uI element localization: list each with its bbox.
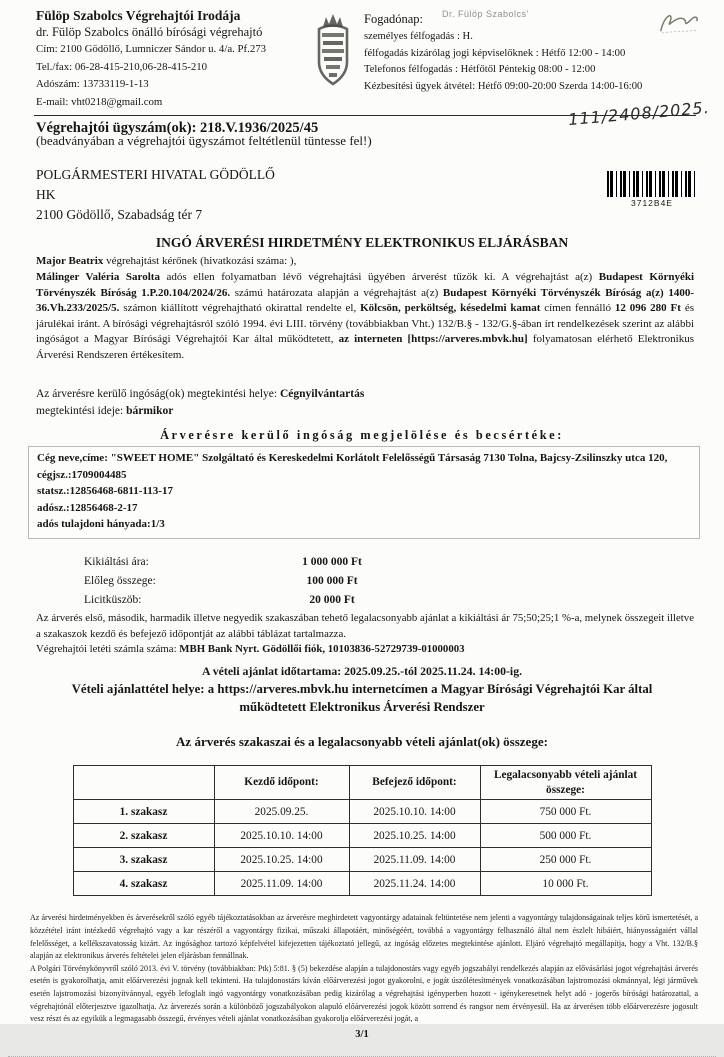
viewing-location-line [36, 386, 694, 403]
writ-number: 1400-36.Vh.233/2025/5. [36, 286, 695, 315]
intro-body [36, 270, 694, 364]
starting-price-row [84, 553, 724, 572]
claim-amount: 12 096 280 Ft [614, 302, 681, 315]
bid-place: Vételi ajánlattétel helye: a https://arveres.mbvk.hu internetcímen a Magyar Bírósági Végrehajtói Kar által működtetett Elektronikus Árverési Rendszer [71, 682, 653, 715]
stage-2-label: 2. szakasz [73, 824, 214, 848]
legal-paragraph-1: Az árverési hirdetményekben és árverésekről szóló egyéb tájékoztatásokban az árverésre meghirdetett vagyontárgy adatainak feltüntetése nem jelenti a vagyontárgy tulajdonságainak teljes körű ismertetését, a közzététel iránt intézkedő végrehajtó vagy a kar részéről a vagyontárgy fizikai, műszaki állapotáért, minőségéért, továbbá a vagyontárgy felhasználó által nem észlelt hibáiért, hiányosságaiért vállal felelősséget, a kellékszavatosság kizárt. Az ingósághoz tartozó képfelvétel kifejezetten tájékoztató jellegű, az ingóság előzetes megtekintése ajánlott. Eljáró végrehajtó megállapítja, hogy a Vht. 132/B.§ alapján az elektronikus árverés feltételei jelen eljárásban fennállnak. [30, 913, 698, 961]
auction-site-url: az interneten [https://arveres.mbvk.hu] [338, 333, 528, 346]
advance-amount-label: Előleg összege: [84, 574, 156, 587]
court-name: Budapest Környéki Törvényszék Bíróság a(z) [442, 286, 664, 299]
table-row [73, 872, 651, 896]
reception-line-delivery: Kézbesítési ügyek átvétel: Hétfő 09:00-20:00 Szerda 14:00-16:00 [364, 80, 643, 92]
claimant-line-rest: végrehajtást kérőnek (hivatkozási száma: ), [103, 255, 297, 268]
recipient-city-line: 2100 Gödöllő, Szabadság tér 7 [36, 207, 203, 223]
stage-4-lowest-bid: 10 000 Ft. [480, 872, 651, 896]
stage-1-start: 2025.09.25. [214, 800, 349, 824]
starting-price-label: Kikiáltási ára: [84, 555, 149, 568]
item-description-box [28, 446, 700, 539]
stage-table-header-row [73, 765, 651, 799]
stage-3-end: 2025.11.09. 14:00 [349, 848, 480, 872]
officer-title: dr. Fülöp Szabolcs önálló bírósági végrehajtó [36, 25, 263, 39]
page-number: 3/1 [355, 1028, 369, 1040]
stage-3-lowest-bid: 250 000 Ft. [480, 848, 651, 872]
starting-price-value: 1 000 000 Ft [302, 555, 362, 568]
case-note: (beadványában a végrehajtói ügyszámot feltétlenül tüntesse fel!) [36, 132, 372, 148]
pricing-block [84, 553, 724, 610]
stage-table-heading: Az árverés szakaszai és a legalacsonyabb vételi ajánlat(ok) összege: [176, 733, 548, 749]
table-row [73, 848, 651, 872]
barcode-block [606, 171, 698, 226]
case-number: Végrehajtói ügyszám(ok): 218.V.1936/2025/45 [36, 119, 319, 136]
intro-paragraph [0, 251, 724, 363]
reception-day-heading: Fogadónap: [364, 12, 424, 26]
office-tax-number: Adószám: 13733119-1-13 [36, 78, 149, 91]
deposit-account-value: MBH Bank Nyrt. Gödöllői fiók, 10103836-52729739-01000003 [179, 643, 465, 656]
table-row [73, 800, 651, 824]
claim-title: Kölcsön, perköltség, késedelmi kamat [360, 302, 541, 315]
stage-1-end: 2025.10.10. 14:00 [349, 800, 480, 824]
intro-text-4: számon kiállított végrehajtható okirattal rendelte el, [119, 302, 361, 315]
stage-1-lowest-bid: 750 000 Ft. [480, 800, 651, 824]
stage-3-start: 2025.10.25. 14:00 [214, 848, 349, 872]
debtor-name: Málinger Valéria Sarolta [36, 270, 160, 283]
viewing-location-label: Az árverésre kerülő ingóság(ok) megtekintési helye: [36, 387, 280, 400]
stage-4-start: 2025.11.09. 14:00 [214, 872, 349, 896]
reception-line-phone: Telefonos félfogadás : Hétfőtől Péntekig 08:00 - 12:00 [364, 64, 596, 76]
intro-text-1: adós ellen folyamatban lévő végrehajtási ügyében árverést tűzök ki. A végrehajtást a(z) [159, 270, 599, 283]
office-name: Fülöp Szabolcs Végrehajtói Irodája [36, 8, 241, 23]
intro-text-5: címen fennálló [540, 302, 615, 315]
auction-stages-table [73, 765, 652, 896]
recipient-line2: HK [36, 186, 56, 202]
item-stat-number: statsz.:12856468-6811-113-17 [37, 485, 173, 498]
legal-disclaimer [30, 912, 698, 1026]
viewing-time-line [36, 403, 694, 420]
deposit-account-line [36, 643, 694, 655]
barcode-label: 3712B4E [631, 197, 673, 208]
header-cell-lowest-bid: Legalacsonyabb vételi ajánlat összege: [480, 765, 651, 799]
reception-hours-block [364, 8, 708, 95]
viewing-info [0, 386, 724, 421]
table-row [73, 824, 651, 848]
office-telfax: Tel./fax: 06-28-415-210,06-28-415-210 [36, 60, 208, 73]
bailiff-office-block [36, 8, 308, 111]
viewing-location-value: Cégnyilvántartás [279, 387, 365, 400]
recipient-address [36, 165, 275, 226]
stage-2-end: 2025.10.25. 14:00 [349, 824, 480, 848]
header-cell-end: Befejező időpont: [349, 765, 480, 799]
bid-increment-label: Licitküszöb: [84, 593, 142, 606]
handwritten-case-number: 111/2408/2025. [567, 97, 711, 129]
reception-line-legal-reps: félfogadás kizárólag jogi képviselőknek : Hétfő 12:00 - 14:00 [364, 47, 626, 59]
stage-4-label: 4. szakasz [73, 872, 214, 896]
deposit-account-label: Végrehajtói letéti számla száma: [36, 643, 180, 656]
intro-text-6: és járulékai iránt. A bírósági végrehajtásról szóló 1994. évi LIII. törvény (továbbiakban Vht.) 132/B.§ - 132/G.§-ában írt rendelkezések szerint az alábbi ingóságot a Magyar Bírósági Végrehajtói Kar által működtetett, [36, 302, 694, 346]
legal-paragraph-2: A Polgári Törvénykönyvről szóló 2013. évi V. törvény (továbbiakban: Ptk) 5:81. § (5) bekezdése alapján a tulajdonostárs vagy egyéb jogszabályi rendelkezés alapján az elővásárlási jogot végrehajtási árverés esetén is gyakorolhatja, amit előárverezési jognak kell tekinteni. Ha tulajdonostárs kíván előárverezési jogot gyakorolni, e jogát úszólétesítmények vonatkozásában lajstromozási okmánnyal, légi járművek esetén lajstromozási bizonyítvánnyal, egyéb lefoglalt ingó vagyontárgy vonatkozásában pedig kizárólag a végrehajtási igényperben hozott - igénykeresetnek helyt adó - jogerős bírósági határozattal, a végrehajtónál előterjesztve igazolhatja. Az árverezés során a különböző jogszabályokon alapuló előárverezési jogok között sorrend és rangsor nem érvényesül. Ha az árverésen több előárverezésre jogosult vesz részt és az egyikük a legmagasabb összegű, érvényes vételi ajánlat vonatkozásában gyakorolja előárverezési jogát, a [30, 963, 698, 1024]
item-company-reg-number: cégjsz.:1709004485 [37, 468, 127, 481]
viewing-time-value: bármikor [126, 404, 174, 417]
stages-note: Az árverés első, második, harmadik illetve negyedik szakaszában tehető legalacsonyabb ajánlat a kikiáltási ár 75;50;25;1 %-a, melynek összegeit illetve a szakaszok kezdő és befejező időpontját az alábbi táblázat tartalmazza. [36, 612, 694, 640]
item-company-line: Cég neve,címe: "SWEET HOME" Szolgáltató és Kereskedelmi Korlátolt Felelősségű Társaság 7130 Tolna, Bajcsy-Zsilinszky utca 120, [37, 452, 668, 465]
overlay-officer-name: Dr. Fülöp Szabolcs' [442, 9, 529, 19]
barcode [607, 171, 697, 197]
document-header [0, 0, 724, 111]
header-cell-start: Kezdő időpont: [214, 765, 349, 799]
item-ownership-share: adós tulajdoni hányada:1/3 [37, 518, 165, 531]
stage-1-label: 1. szakasz [73, 800, 214, 824]
stage-2-lowest-bid: 500 000 Ft. [480, 824, 651, 848]
office-address: Cím: 2100 Gödöllő, Lumniczer Sándor u. 4/a. Pf.273 [36, 43, 267, 55]
bid-period: A vételi ajánlat időtartama: 2025.09.25.-tól 2025.11.24. 14:00-ig. [201, 664, 523, 679]
item-tax-number: adósz.:12856468-2-17 [37, 501, 138, 514]
bid-increment-row [84, 591, 724, 610]
document-title: INGÓ ÁRVERÉSI HIRDETMÉNY ELEKTRONIKUS ELJÁRÁSBAN [155, 235, 569, 251]
recipient-block [0, 149, 724, 226]
court-decision-ref: Budapest Környéki Törvényszék Bíróság 1.P.20.104/2024/26. [36, 270, 694, 299]
advance-amount-value: 100 000 Ft [306, 574, 358, 587]
intro-text-2: számú határozata alapján a végrehajtást a(z) [230, 286, 443, 299]
stage-3-label: 3. szakasz [73, 848, 214, 872]
stage-table-body [73, 800, 651, 896]
advance-amount-row [84, 572, 724, 591]
bid-increment-value: 20 000 Ft [309, 593, 355, 606]
claimant-name: Major Beatrix [36, 255, 104, 268]
recipient-name: POLGÁRMESTERI HIVATAL GÖDÖLLŐ [36, 166, 275, 182]
signature-icon [656, 10, 702, 42]
stage-4-end: 2025.11.24. 14:00 [349, 872, 480, 896]
viewing-time-label: megtekintési ideje: [36, 404, 127, 417]
stage-table-header [73, 765, 651, 799]
stage-2-start: 2025.10.10. 14:00 [214, 824, 349, 848]
reception-line-personal: személyes félfogadás : H. [364, 31, 473, 43]
claimant-line [36, 254, 694, 270]
item-section-heading: Árverésre kerülő ingóság megjelölése és becsértéke: [160, 428, 564, 443]
coat-of-arms-stamp-icon [312, 10, 354, 95]
office-email: E-mail: vht0218@gmail.com [36, 95, 163, 108]
intro-text-7: folyamatosan elérhető Elektronikus Árverési Rendszeren értékesítem. [36, 333, 694, 361]
header-cell-empty [73, 765, 214, 799]
